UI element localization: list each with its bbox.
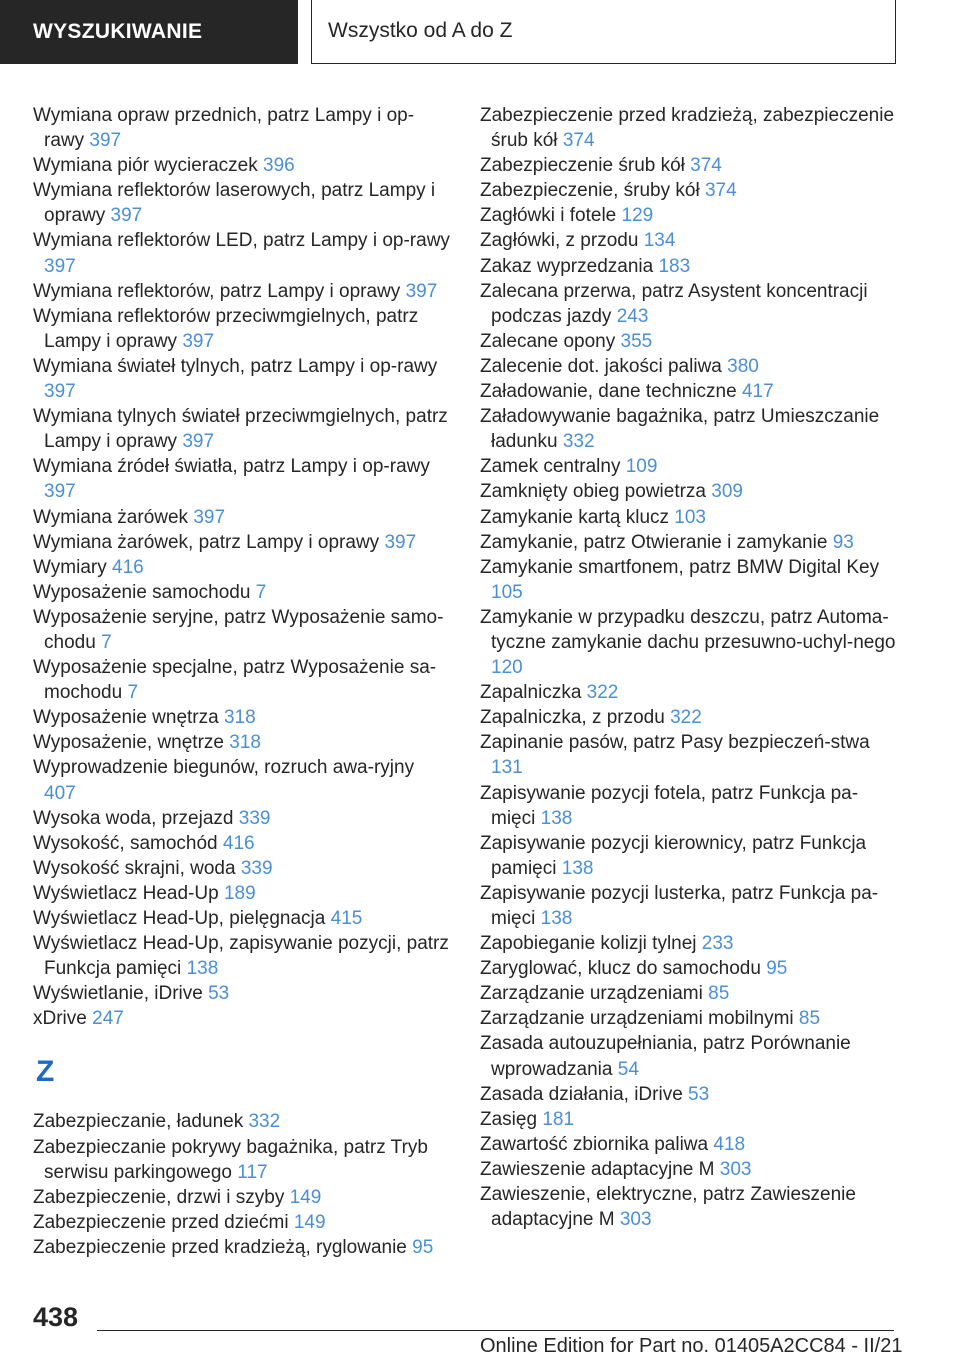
index-entry-text: Załadowywanie bagażnika, patrz Umieszczanie ładunku [480,406,880,453]
page-reference-link[interactable]: 355 [620,330,653,352]
index-entry [33,178,451,228]
index-entry [480,555,898,605]
page-reference-link[interactable]: 397 [89,130,122,152]
index-entry-text: Zarządzanie urządzeniami mobilnymi [480,1008,794,1030]
index-entry [480,1132,898,1157]
page-reference-link[interactable]: 149 [293,1211,326,1233]
index-column-left [33,103,451,1260]
page-reference-link[interactable]: 374 [704,180,737,202]
index-entry-text: Wyświetlacz Head-Up, zapisywanie pozycji, patrz Funkcja pamięci [33,933,449,980]
index-entry [33,228,451,278]
index-entry [480,354,898,379]
index-entry-text: Wysokość skrajni, woda [33,857,236,879]
page-reference-link[interactable]: 397 [44,481,76,503]
page-reference-link[interactable]: 183 [658,255,691,277]
index-entry-text: Wymiana piór wycieraczek [33,155,258,177]
index-entry [480,1107,898,1132]
page-reference-link[interactable]: 149 [289,1186,322,1208]
index-entry-text: Zamykanie w przypadku deszczu, patrz Automa-tyczne zamykanie dachu przesuwno-uchyl-nego [480,606,896,653]
page-reference-link[interactable]: 318 [229,732,261,754]
index-entry-text: Zabezpieczenie, śruby kół [480,180,700,202]
index-entry-text: Wymiana żarówek [33,506,189,528]
index-entry [480,781,898,831]
page-reference-link[interactable]: 138 [561,857,594,879]
index-entry-text: Wymiana reflektorów przeciwmgielnych, patrz Lampy i oprawy [33,305,419,352]
index-entry [480,530,898,555]
index-entry [33,655,451,705]
index-entry-text: Wyprowadzenie biegunów, rozruch awa-ryjny [33,757,415,779]
index-entry-text: Zabezpieczanie pokrywy bagażnika, patrz Tryb serwisu parkingowego [33,1136,428,1183]
index-entry [33,705,451,730]
page-reference-link[interactable]: 95 [766,958,788,980]
index-entry-text: Zapobieganie kolizji tylnej [480,933,697,955]
index-entry [33,1109,451,1134]
index-entry [480,379,898,404]
index-entry-text: Wymiana tylnych świateł przeciwmgielnych, patrz Lampy i oprawy [33,406,448,453]
index-entry-text: Wyświetlacz Head-Up [33,882,219,904]
page-reference-link[interactable]: 380 [727,355,759,377]
index-entry-text: Zalecana przerwa, patrz Asystent koncentracji podczas jazdy [480,280,868,327]
index-list-z [33,1109,451,1260]
index-entry [480,981,898,1006]
page-reference-link[interactable]: 397 [110,205,143,227]
index-entry-text: Zapinanie pasów, patrz Pasy bezpieczeń-stwa [480,732,870,754]
page-reference-link[interactable]: 303 [619,1209,652,1231]
index-entry [33,931,451,981]
index-entry-text: Zalecenie dot. jakości paliwa [480,355,722,377]
page-reference-link[interactable]: 417 [741,381,774,403]
index-entry-text: Zasada działania, iDrive [480,1083,683,1105]
index-entry-text: Zamykanie smartfonem, patrz BMW Digital Key [480,556,880,578]
page-reference-link[interactable]: 339 [238,807,271,829]
page-reference-link[interactable]: 415 [330,908,363,929]
page-reference-link[interactable]: 374 [690,155,722,177]
index-entry [480,178,898,203]
index-entry [33,580,451,605]
index-entry-text: Wymiana opraw przednich, patrz Lampy i op-rawy [33,105,415,152]
index-entry [33,530,451,555]
page-reference-link[interactable]: 247 [92,1008,124,1030]
index-entry-text: Załadowanie, dane techniczne [480,381,737,403]
index-entry [33,1006,451,1031]
index-entry [33,981,451,1006]
index-entry-text: Wymiana żarówek, patrz Lampy i oprawy [33,531,380,553]
page-reference-link[interactable]: 309 [711,481,743,503]
index-entry-text: Zamknięty obieg powietrza [480,481,706,503]
index-entry [480,103,898,153]
page-reference-link[interactable]: 85 [708,983,730,1005]
page-reference-link[interactable]: 7 [255,581,267,603]
index-entry [480,228,898,253]
index-column-right [480,103,898,1232]
index-entry-text: Zagłówki i fotele [480,205,617,227]
page-number: 438 [33,1302,79,1332]
index-entry [33,730,451,755]
index-entry-text: Zapalniczka [480,682,582,704]
index-entry [33,153,451,178]
index-entry-text: Zagłówki, z przodu [480,230,639,252]
index-entry-text: Zapalniczka, z przodu [480,707,665,729]
index-entry-text: Wymiana świateł tylnych, patrz Lampy i op-rawy [33,355,438,377]
index-entry-text: Zamek centralny [480,456,621,478]
index-entry-text: Wysokość, samochód [33,832,218,854]
page-reference-link[interactable]: 53 [208,983,230,1005]
page-reference-link[interactable]: 134 [643,230,676,252]
index-entry [33,555,451,580]
index-entry [480,1157,898,1182]
page-reference-link[interactable]: 407 [44,782,76,804]
page-reference-link[interactable]: 332 [248,1111,281,1133]
page-reference-link[interactable]: 129 [621,205,654,227]
page-reference-link[interactable]: 138 [540,908,573,929]
index-entry-text: Wyposażenie samochodu [33,581,251,603]
section-tab-label: WYSZUKIWANIE [33,20,203,43]
index-entry [33,279,451,304]
page-reference-link[interactable]: 397 [182,431,215,453]
page-reference-link[interactable]: 397 [44,381,76,403]
index-entry-text: Zabezpieczenie, drzwi i szyby [33,1186,285,1208]
page-reference-link[interactable]: 332 [562,431,595,453]
index-entry [480,404,898,454]
index-entry [480,1006,898,1031]
page-reference-link[interactable]: 397 [193,506,226,528]
index-entry-text: Wyposażenie wnętrza [33,707,219,729]
index-entry [33,881,451,906]
page-reference-link[interactable]: 397 [182,330,215,352]
index-entry-text: Zarządzanie urządzeniami [480,983,703,1005]
letter-heading: Z [36,1055,55,1089]
index-entry-text: Zabezpieczenie przed dziećmi [33,1211,289,1233]
index-entry [480,705,898,730]
page-reference-link[interactable]: 397 [44,255,76,277]
index-list-z-continued [480,103,898,1232]
footer-edition: Online Edition for Part no. 01405A2CC84 - II/21 [480,1335,903,1357]
page-reference-link[interactable]: 322 [586,682,619,704]
index-entry [33,1235,451,1260]
index-entry [480,505,898,530]
index-entry-text: Zabezpieczenie śrub kół [480,155,685,177]
index-list-w [33,103,451,1031]
index-entry-text: Wysoka woda, przejazd [33,807,234,829]
index-entry [480,881,898,931]
index-entry [480,956,898,981]
section-tab[interactable] [0,0,298,64]
index-entry [480,605,898,680]
index-entry [33,404,451,454]
index-entry [480,931,898,956]
index-entry-text: Wymiana reflektorów, patrz Lampy i oprawy [33,280,401,302]
index-entry-text: Wyposażenie, wnętrze [33,732,224,754]
page-reference-link[interactable]: 109 [625,456,658,478]
page-title: Wszystko od A do Z [328,19,513,42]
index-entry [33,454,451,504]
index-entry-text: Wyświetlanie, iDrive [33,983,203,1005]
page-reference-link[interactable]: 103 [674,506,706,528]
index-entry-text: Zamykanie, patrz Otwieranie i zamykanie [480,531,828,553]
page-reference-link[interactable]: 138 [540,807,573,829]
page-reference-link[interactable]: 418 [713,1133,746,1155]
index-entry [33,906,451,931]
page-reference-link[interactable]: 322 [670,707,702,729]
index-entry-text: Zapisywanie pozycji fotela, patrz Funkcja pa-mięci [480,782,859,829]
index-entry [480,730,898,780]
page-reference-link[interactable]: 243 [616,305,649,327]
page-reference-link[interactable]: 7 [101,631,112,653]
index-entry-text: Wyposażenie seryjne, patrz Wyposażenie samo-chodu [33,606,444,653]
index-entry-text: Wyposażenie specjalne, patrz Wyposażenie sa-mochodu [33,657,437,704]
index-entry [480,680,898,705]
index-entry [480,479,898,504]
index-entry-text: Zabezpieczanie, ładunek [33,1111,244,1133]
page-reference-link[interactable]: 7 [127,682,139,704]
page-reference-link[interactable]: 374 [562,130,595,152]
page-reference-link[interactable]: 189 [223,882,256,904]
index-entry-text: Wyświetlacz Head-Up, pielęgnacja [33,908,326,929]
page-reference-link[interactable]: 138 [186,958,219,980]
page-reference-link[interactable]: 397 [384,531,417,553]
page-reference-link[interactable]: 303 [719,1158,752,1180]
page-reference-link[interactable]: 95 [412,1236,434,1258]
page-reference-link[interactable]: 339 [240,857,273,879]
page-reference-link[interactable]: 181 [542,1108,575,1130]
index-entry-text: Zasięg [480,1108,538,1130]
index-entry [33,1185,451,1210]
index-entry [33,103,451,153]
index-entry [33,806,451,831]
index-entry-text: Zabezpieczenie przed kradzieżą, ryglowanie [33,1236,407,1258]
page-reference-link[interactable]: 120 [491,657,523,679]
index-entry-text: Zawieszenie, elektryczne, patrz Zawieszenie adaptacyjne M [480,1184,856,1231]
index-entry [480,254,898,279]
index-entry [33,505,451,530]
page-title-box [311,0,896,64]
index-entry [480,1082,898,1107]
index-entry-text: Zapisywanie pozycji kierownicy, patrz Funkcja pamięci [480,832,867,879]
index-entry [480,203,898,228]
index-entry [480,153,898,178]
index-entry-text: xDrive [33,1008,87,1030]
index-entry [33,831,451,856]
index-entry [480,279,898,329]
index-entry [33,605,451,655]
page-reference-link[interactable]: 117 [237,1161,268,1183]
index-entry-text: Wymiana źródeł światła, patrz Lampy i op-rawy [33,456,430,478]
index-entry [480,1031,898,1081]
page-reference-link[interactable]: 131 [491,757,523,779]
index-entry-text: Zapisywanie pozycji lusterka, patrz Funkcja pa-mięci [480,882,879,929]
page-reference-link[interactable]: 233 [701,933,734,955]
index-entry [33,1210,451,1235]
page-reference-link[interactable]: 54 [617,1058,639,1080]
page-reference-link[interactable]: 396 [263,155,295,177]
page-reference-link[interactable]: 416 [222,832,255,854]
index-entry [480,1182,898,1232]
index-entry [480,454,898,479]
index-entry-text: Zawieszenie adaptacyjne M [480,1158,715,1180]
page-reference-link[interactable]: 85 [798,1008,821,1030]
index-entry [480,831,898,881]
page-reference-link[interactable]: 53 [688,1083,710,1105]
page-reference-link[interactable]: 416 [112,556,144,578]
index-entry [33,856,451,881]
page-reference-link[interactable]: 397 [405,280,438,302]
index-entry [480,329,898,354]
index-entry-text: Wymiary [33,556,107,578]
index-entry-text: Zalecane opony [480,330,616,352]
index-entry-text: Zawartość zbiornika paliwa [480,1133,709,1155]
footer-rule [97,1330,894,1331]
index-entry [33,354,451,404]
index-entry-text: Zakaz wyprzedzania [480,255,654,277]
index-entry-text: Zabezpieczenie przed kradzieżą, zabezpieczenie śrub kół [480,105,895,152]
index-entry [33,304,451,354]
index-entry-text: Wymiana reflektorów LED, patrz Lampy i op-rawy [33,230,450,252]
index-entry-text: Zasada autouzupełniania, patrz Porównanie wprowadzania [480,1033,851,1080]
index-entry-text: Wymiana reflektorów laserowych, patrz Lampy i oprawy [33,180,436,227]
index-entry [33,755,451,805]
index-entry [33,1135,451,1185]
page-reference-link[interactable]: 105 [491,581,523,603]
page-reference-link[interactable]: 93 [832,531,854,553]
index-entry-text: Zamykanie kartą klucz [480,506,670,528]
page-reference-link[interactable]: 318 [223,707,256,729]
index-entry-text: Zaryglować, klucz do samochodu [480,958,761,980]
